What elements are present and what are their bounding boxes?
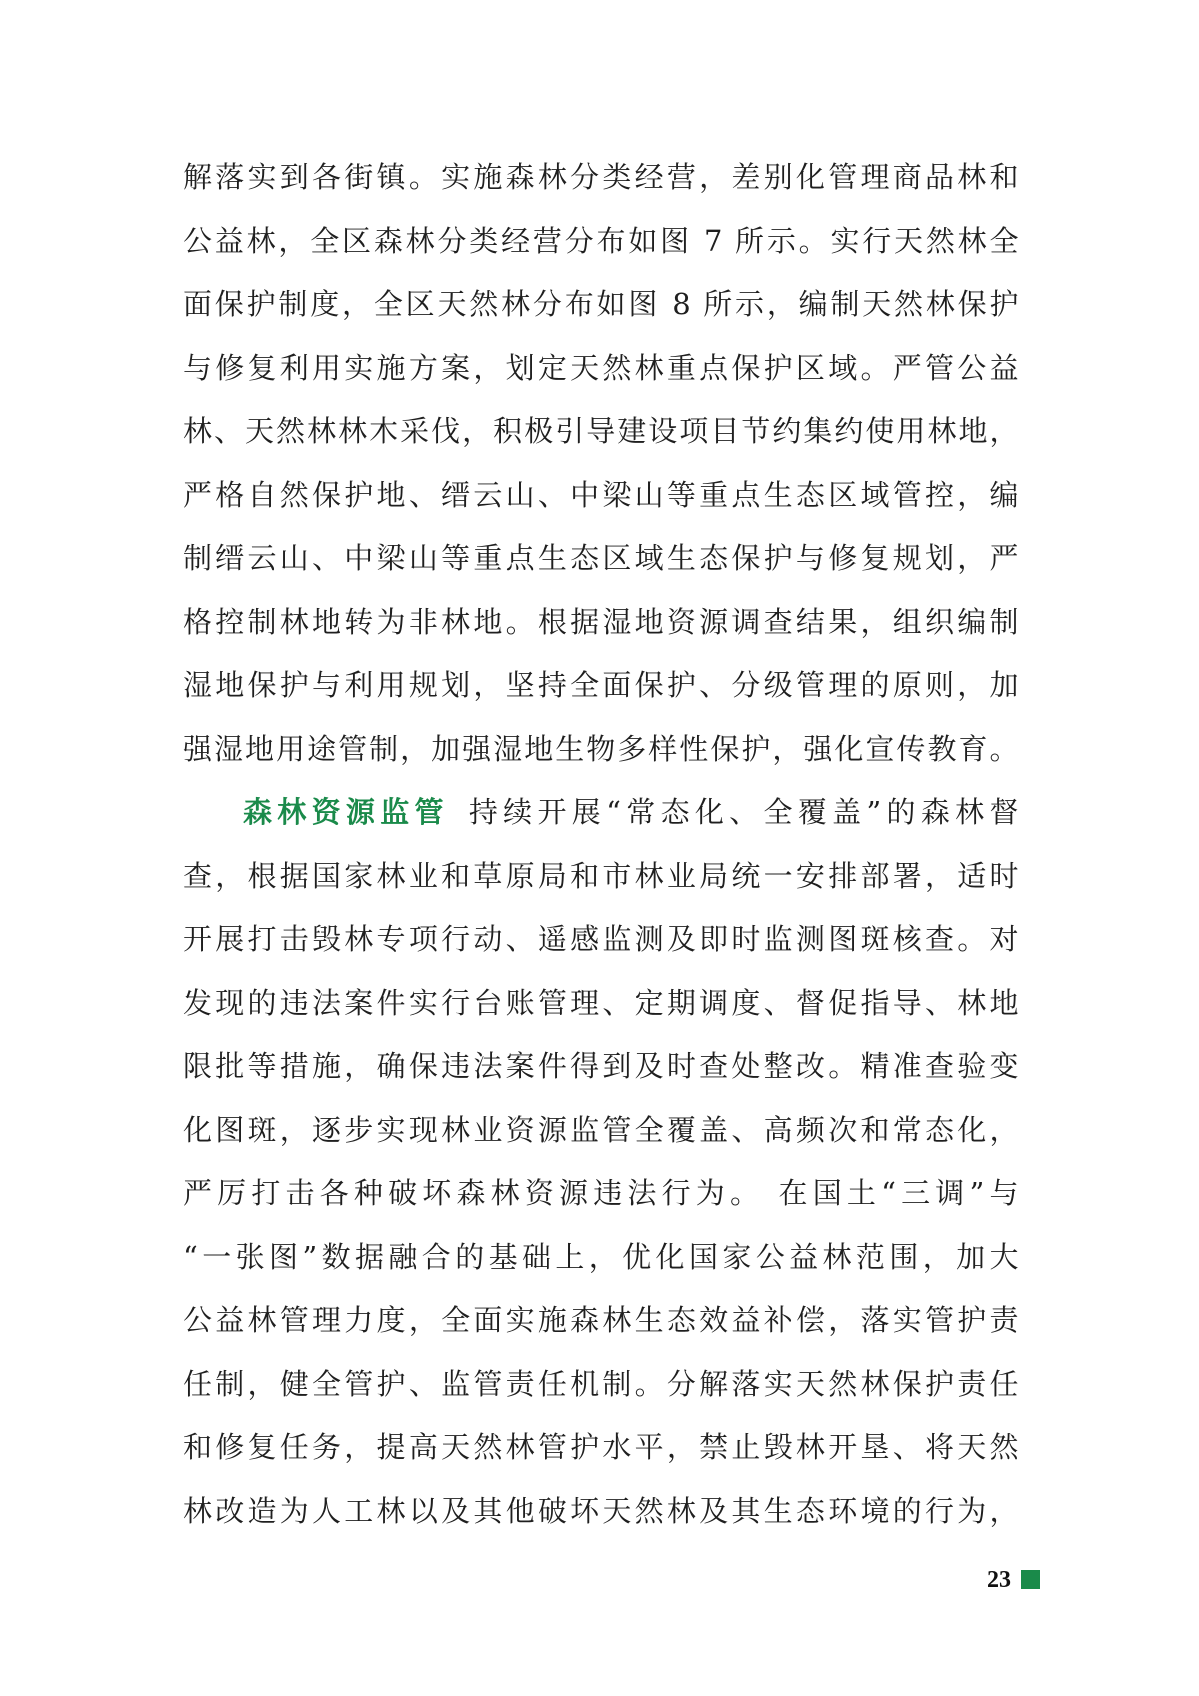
paragraph-2-line-10: 任制，健全管护、监管责任机制。分解落实天然林保护责任 bbox=[183, 1366, 1019, 1401]
paragraph-2-line-5: 限批等措施，确保违法案件得到及时查处整改。精准查验变 bbox=[183, 1049, 1019, 1083]
paragraph-1-line-8: 格控制林地转为非林地。根据湿地资源调查结果，组织编制 bbox=[183, 604, 1019, 639]
paragraph-2-line-3: 开展打击毁林专项行动、遥感监测及即时监测图斑核查。对 bbox=[183, 922, 1019, 956]
paragraph-1-line-10: 强湿地用途管制，加强湿地生物多样性保护，强化宣传教育。 bbox=[183, 731, 1019, 766]
paragraph-2-line-4: 发现的违法案件实行台账管理、定期调度、督促指导、林地 bbox=[183, 985, 1019, 1020]
paragraph-1-line-7: 制缙云山、中梁山等重点生态区域生态保护与修复规划，严 bbox=[183, 541, 1019, 575]
paragraph-2-first-line bbox=[183, 781, 1019, 845]
paragraph-2-line-6: 化图斑，逐步实现林业资源监管全覆盖、高频次和常态化， bbox=[183, 1112, 1019, 1147]
page-number: 23 bbox=[987, 1567, 1011, 1593]
paragraph-1-line-5: 林、天然林林木采伐，积极引导建设项目节约集约使用林地， bbox=[183, 414, 1019, 448]
paragraph-1-line-6: 严格自然保护地、缙云山、中梁山等重点生态区域管控，编 bbox=[183, 477, 1019, 512]
paragraph-1-line-1: 解落实到各街镇。实施森林分类经营，差别化管理商品林和 bbox=[183, 160, 1019, 194]
paragraph-1-line-2: 公益林，全区森林分类经营分布如图 7 所示。实行天然林全 bbox=[183, 223, 1019, 258]
paragraph-1-line-9: 湿地保护与利用规划，坚持全面保护、分级管理的原则，加 bbox=[183, 668, 1019, 702]
body-text bbox=[183, 146, 1019, 1543]
paragraph-1-line-3: 面保护制度，全区天然林分布如图 8 所示，编制天然林保护 bbox=[183, 287, 1019, 321]
page-marker-square bbox=[1021, 1570, 1040, 1589]
paragraph-2-line-8: “一张图”数据融合的基础上，优化国家公益林范围，加大 bbox=[183, 1239, 1019, 1274]
paragraph-2-line-11: 和修复任务，提高天然林管护水平，禁止毁林开垦、将天然 bbox=[183, 1430, 1019, 1464]
paragraph-2-line-1-text: 持续开展“常态化、全覆盖”的森林督 bbox=[468, 795, 1019, 829]
paragraph-1-line-4: 与修复利用实施方案，划定天然林重点保护区域。严管公益 bbox=[183, 350, 1019, 385]
paragraph-2-line-7: 严厉打击各种破坏森林资源违法行为。 在国土“三调”与 bbox=[183, 1176, 1019, 1210]
section-heading: 森林资源监管 bbox=[243, 795, 449, 829]
paragraph-2-line-9: 公益林管理力度，全面实施森林生态效益补偿，落实管护责 bbox=[183, 1303, 1019, 1337]
paragraph-2-line-12: 林改造为人工林以及其他破坏天然林及其生态环境的行为， bbox=[183, 1493, 1019, 1528]
paragraph-2-line-2: 查，根据国家林业和草原局和市林业局统一安排部署，适时 bbox=[183, 858, 1019, 893]
